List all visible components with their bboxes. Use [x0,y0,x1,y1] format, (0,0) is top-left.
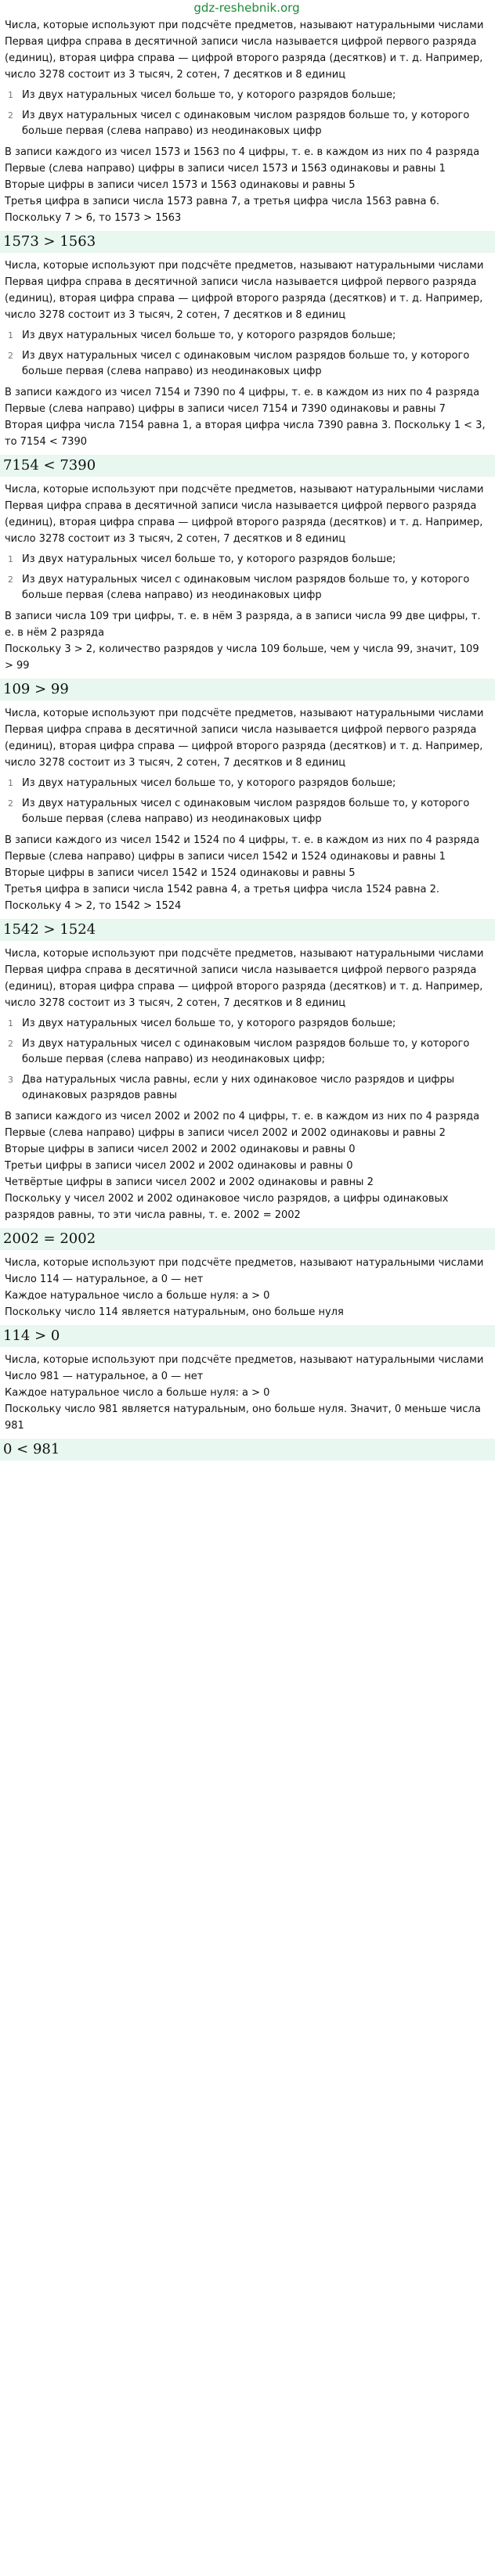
rule-number: 1 [8,778,13,788]
rule-number: 2 [8,110,13,121]
rule-text: Из двух натуральных чисел с одинаковым числом разрядов больше то, у которого больше первая (слева направо) из неодинаковых цифр [22,110,470,137]
rule-text: Из двух натуральных чисел больше то, у которого разрядов больше; [22,89,396,101]
rule-text: Из двух натуральных чисел больше то, у которого разрядов больше; [22,330,396,341]
solution-step: Третьи цифры в записи чисел 2002 и 2002 одинаковы и равны 0 [5,1160,353,1172]
definition-natural: Числа, которые используют при подсчёте предметов, называют натуральными числами [5,260,484,272]
solution-step: Первые (слева направо) цифры в записи чисел 7154 и 7390 одинаковы и равны 7 [5,403,446,415]
solution-content [5,17,489,1461]
result-box: 1542 > 1524 [0,919,495,941]
solution-step: Каждое натуральное число a больше нуля: a > 0 [5,1387,270,1399]
solution-step: Вторые цифры в записи чисел 1542 и 1524 одинаковы и равны 5 [5,867,356,879]
rule-text: Из двух натуральных чисел с одинаковым числом разрядов больше то, у которого больше первая (слева направо) из неодинаковых цифр [22,350,470,377]
solution-step: В записи каждого из чисел 7154 и 7390 по 4 цифры, т. е. в каждом из них по 4 разряда [5,387,480,398]
rules-list [5,552,489,603]
definition-natural: Числа, которые используют при подсчёте предметов, называют натуральными числами [5,484,484,495]
rule-item [5,88,489,103]
rule-number: 2 [8,575,13,585]
rule-item [5,348,489,380]
solution-step: Первые (слева направо) цифры в записи чисел 2002 и 2002 одинаковы и равны 2 [5,1127,446,1139]
definition-natural: Числа, которые используют при подсчёте предметов, называют натуральными числами [5,1257,484,1269]
rule-text: Из двух натуральных чисел больше то, у которого разрядов больше; [22,553,396,565]
rules-list [5,1016,489,1104]
result-box: 114 > 0 [0,1325,495,1347]
solution-step: Число 981 — натуральное, а 0 — нет [5,1371,204,1382]
rule-item [5,328,489,344]
rule-number: 2 [8,351,13,361]
definition-natural: Числа, которые используют при подсчёте предметов, называют натуральными числами [5,708,484,719]
solution-section [5,705,489,941]
solution-section [5,481,489,701]
rule-text: Из двух натуральных чисел с одинаковым числом разрядов больше то, у которого больше первая (слева направо) из неодинаковых цифр; [22,1038,470,1065]
rule-item [5,572,489,603]
solution-section [5,946,489,1250]
rule-text: Из двух натуральных чисел больше то, у которого разрядов больше; [22,777,396,789]
rule-number: 1 [8,554,13,564]
definition-digits: Первая цифра справа в десятичной записи числа называется цифрой первого разряда (единиц), вторая цифра справа — цифрой второго разряда (десятков) и т. д. Например, число 3278 состоит из 3 тысяч, 2 сотен, 7 десятков и 8 единиц [5,724,483,769]
solution-step: В записи каждого из чисел 1573 и 1563 по 4 цифры, т. е. в каждом из них по 4 разряда [5,146,480,158]
definition-digits: Первая цифра справа в десятичной записи числа называется цифрой первого разряда (единиц), вторая цифра справа — цифрой второго разряда (десятков) и т. д. Например, число 3278 состоит из 3 тысяч, 2 сотен, 7 десятков и 8 единиц [5,276,483,321]
solution-step: Первые (слева направо) цифры в записи чисел 1573 и 1563 одинаковы и равны 1 [5,163,446,175]
site-header[interactable]: gdz-reshebnik.org [193,1,300,15]
rule-text: Из двух натуральных чисел с одинаковым числом разрядов больше то, у которого больше первая (слева направо) из неодинаковых цифр [22,798,470,825]
rules-list [5,88,489,139]
definition-natural: Числа, которые используют при подсчёте предметов, называют натуральными числами [5,948,484,960]
definition-natural: Числа, которые используют при подсчёте предметов, называют натуральными числами [5,1354,484,1366]
result-box: 0 < 981 [0,1439,495,1461]
solution-step: В записи числа 109 три цифры, т. е. в нём 3 разряда, а в записи числа 99 две цифры, т. е. в нём 2 разряда [5,611,481,639]
rule-number: 1 [8,330,13,340]
rule-text: Два натуральных числа равны, если у них одинаковое число разрядов и цифры одинаковых разрядов равны [22,1074,455,1101]
solution-step: В записи каждого из чисел 1542 и 1524 по 4 цифры, т. е. в каждом из них по 4 разряда [5,834,480,846]
rule-item [5,552,489,567]
rules-list [5,328,489,380]
rule-text: Из двух натуральных чисел больше то, у которого разрядов больше; [22,1018,396,1029]
definition-natural: Числа, которые используют при подсчёте предметов, называют натуральными числами [5,20,484,31]
solution-section [5,17,489,253]
result-box: 7154 < 7390 [0,455,495,477]
solution-step: Четвёртые цифры в записи чисел 2002 и 2002 одинаковы и равны 2 [5,1176,374,1188]
rule-number: 2 [8,798,13,809]
rule-item [5,796,489,827]
solution-step: Третья цифра в записи числа 1573 равна 7, а третья цифра числа 1563 равна 6. Поскольку 7 > 6, то 1573 > 1563 [5,196,440,224]
solution-step: Третья цифра в записи числа 1542 равна 4, а третья цифра числа 1524 равна 2. Поскольку 4 > 2, то 1542 > 1524 [5,884,440,912]
definition-digits: Первая цифра справа в десятичной записи числа называется цифрой первого разряда (единиц), вторая цифра справа — цифрой второго разряда (десятков) и т. д. Например, число 3278 состоит из 3 тысяч, 2 сотен, 7 десятков и 8 единиц [5,964,483,1009]
rule-number: 3 [8,1075,13,1085]
rule-item [5,108,489,139]
solution-step: Число 114 — натуральное, а 0 — нет [5,1274,204,1285]
result-box: 1573 > 1563 [0,231,495,253]
rule-number: 2 [8,1039,13,1049]
solution-step: Вторая цифра числа 7154 равна 1, а вторая цифра числа 7390 равна 3. Поскольку 1 < 3, то 7154 < 7390 [5,420,486,448]
solution-step: Первые (слева направо) цифры в записи чисел 1542 и 1524 одинаковы и равны 1 [5,851,446,863]
solution-section [5,1352,489,1461]
result-box: 2002 = 2002 [0,1228,495,1250]
solution-step: Каждое натуральное число a больше нуля: a > 0 [5,1290,270,1302]
rule-item [5,1036,489,1068]
solution-step: Поскольку число 981 является натуральным, оно больше нуля. Значит, 0 меньше числа 981 [5,1403,481,1432]
rule-item [5,1072,489,1104]
solution-step: Поскольку у чисел 2002 и 2002 одинаковое число разрядов, а цифры одинаковых разрядов равны, то эти числа равны, т. е. 2002 = 2002 [5,1193,449,1221]
rules-list [5,776,489,827]
solution-step: В записи каждого из чисел 2002 и 2002 по 4 цифры, т. е. в каждом из них по 4 разряда [5,1111,480,1122]
rule-text: Из двух натуральных чисел с одинаковым числом разрядов больше то, у которого больше первая (слева направо) из неодинаковых цифр [22,574,470,601]
solution-section [5,1255,489,1347]
rule-item [5,1016,489,1032]
solution-step: Вторые цифры в записи чисел 2002 и 2002 одинаковы и равны 0 [5,1144,356,1155]
definition-digits: Первая цифра справа в десятичной записи числа называется цифрой первого разряда (единиц), вторая цифра справа — цифрой второго разряда (десятков) и т. д. Например, число 3278 состоит из 3 тысяч, 2 сотен, 7 десятков и 8 единиц [5,500,483,545]
solution-step: Вторые цифры в записи чисел 1573 и 1563 одинаковы и равны 5 [5,179,356,191]
solution-step: Поскольку число 114 является натуральным, оно больше нуля [5,1306,344,1318]
rule-item [5,776,489,791]
result-box: 109 > 99 [0,679,495,701]
solution-section [5,258,489,477]
solution-step: Поскольку 3 > 2, количество разрядов у числа 109 больше, чем у числа 99, значит, 109 > 99 [5,643,479,672]
rule-number: 1 [8,90,13,100]
rule-number: 1 [8,1018,13,1029]
definition-digits: Первая цифра справа в десятичной записи числа называется цифрой первого разряда (единиц), вторая цифра справа — цифрой второго разряда (десятков) и т. д. Например, число 3278 состоит из 3 тысяч, 2 сотен, 7 десятков и 8 единиц [5,36,483,81]
